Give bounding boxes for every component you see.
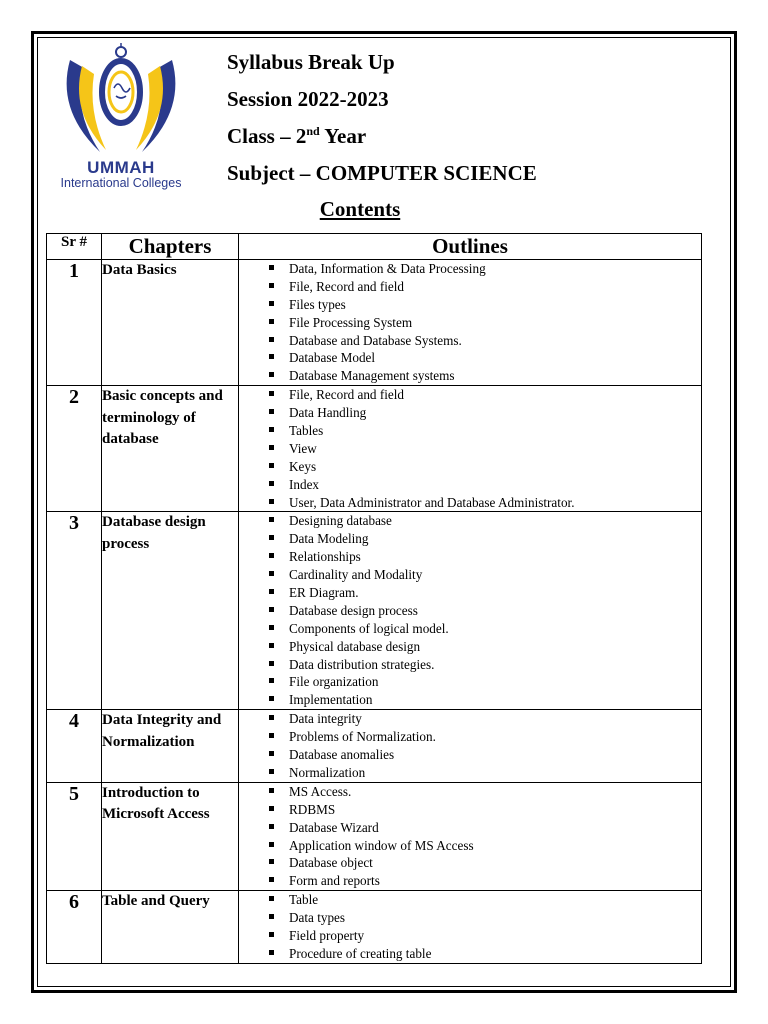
square-bullet-icon: [269, 896, 274, 901]
list-item: [239, 764, 701, 782]
outline-text: File, Record and field: [289, 278, 404, 294]
list-item: [239, 819, 701, 837]
list-item: [239, 872, 701, 890]
chapter-outlines: [239, 891, 702, 964]
square-bullet-icon: [269, 283, 274, 288]
outline-text: File, Record and field: [289, 387, 404, 403]
crescent-emblem-icon: [62, 40, 180, 160]
class-superscript: nd: [306, 124, 320, 138]
list-item: [239, 945, 701, 963]
outline-text: Table: [289, 892, 319, 908]
chapter-title: Introduction to Microsoft Access: [102, 782, 239, 890]
outline-text: Index: [289, 476, 320, 492]
square-bullet-icon: [269, 445, 274, 450]
square-bullet-icon: [269, 409, 274, 414]
header-sr: Sr #: [47, 234, 102, 260]
outline-text: Physical database design: [289, 638, 421, 654]
list-item: [239, 783, 701, 801]
outline-text: Cardinality and Modality: [289, 567, 423, 583]
list-item: [239, 404, 701, 422]
outline-text: Form and reports: [289, 873, 380, 889]
chapter-number: 4: [47, 710, 102, 783]
table-row: [47, 386, 702, 512]
list-item: [239, 691, 701, 709]
outline-list: [239, 891, 701, 963]
chapter-outlines: [239, 710, 702, 783]
table-header-row: [47, 234, 702, 260]
square-bullet-icon: [269, 661, 274, 666]
list-item: [239, 891, 701, 909]
outline-list: [239, 710, 701, 782]
square-bullet-icon: [269, 769, 274, 774]
outline-text: Field property: [289, 927, 365, 943]
square-bullet-icon: [269, 715, 274, 720]
chapter-title: Data Basics: [102, 260, 239, 386]
list-item: [239, 673, 701, 691]
square-bullet-icon: [269, 319, 274, 324]
chapter-outlines: [239, 386, 702, 512]
outline-text: RDBMS: [289, 801, 336, 817]
square-bullet-icon: [269, 354, 274, 359]
list-item: [239, 422, 701, 440]
outline-text: Data types: [289, 910, 346, 926]
chapter-number: 1: [47, 260, 102, 386]
chapter-outlines: [239, 782, 702, 890]
table-row: [47, 710, 702, 783]
list-item: [239, 296, 701, 314]
square-bullet-icon: [269, 427, 274, 432]
list-item: [239, 349, 701, 367]
outline-text: Database anomalies: [289, 747, 395, 763]
square-bullet-icon: [269, 589, 274, 594]
square-bullet-icon: [269, 499, 274, 504]
chapter-title: Data Integrity and Normalization: [102, 710, 239, 783]
outline-text: Problems of Normalization.: [289, 729, 436, 745]
list-item: [239, 620, 701, 638]
list-item: [239, 566, 701, 584]
square-bullet-icon: [269, 950, 274, 955]
list-item: [239, 837, 701, 855]
list-item: [239, 512, 701, 530]
chapter-number: 2: [47, 386, 102, 512]
outline-text: Relationships: [289, 549, 361, 565]
list-item: [239, 728, 701, 746]
list-item: [239, 602, 701, 620]
list-item: [239, 476, 701, 494]
square-bullet-icon: [269, 265, 274, 270]
list-item: [239, 440, 701, 458]
outline-text: Data, Information & Data Processing: [289, 261, 486, 276]
outline-list: [239, 783, 701, 890]
chapter-title: Table and Query: [102, 891, 239, 964]
outline-text: Implementation: [289, 692, 373, 708]
outline-text: Tables: [289, 423, 324, 439]
list-item: [239, 801, 701, 819]
square-bullet-icon: [269, 696, 274, 701]
outline-text: Database design process: [289, 602, 418, 618]
chapter-number: 3: [47, 512, 102, 710]
table-row: [47, 512, 702, 710]
outline-text: Data distribution strategies.: [289, 656, 435, 672]
chapter-title: Basic concepts and terminology of database: [102, 386, 239, 512]
square-bullet-icon: [269, 463, 274, 468]
list-item: [239, 314, 701, 332]
header-chapters: Chapters: [102, 234, 239, 260]
chapter-number: 6: [47, 891, 102, 964]
outline-text: Database object: [289, 855, 373, 871]
square-bullet-icon: [269, 372, 274, 377]
list-item: [239, 638, 701, 656]
logo-subtitle: International Colleges: [60, 176, 182, 190]
square-bullet-icon: [269, 391, 274, 396]
list-item: [239, 367, 701, 385]
outline-text: Components of logical model.: [289, 620, 449, 636]
square-bullet-icon: [269, 806, 274, 811]
chapter-number: 5: [47, 782, 102, 890]
list-item: [239, 458, 701, 476]
list-item: [239, 386, 701, 404]
list-item: [239, 710, 701, 728]
class-line: [227, 124, 366, 148]
table-row: [47, 891, 702, 964]
list-item: [239, 494, 701, 512]
chapter-outlines: [239, 512, 702, 710]
logo-name: UMMAH: [87, 158, 155, 177]
square-bullet-icon: [269, 914, 274, 919]
square-bullet-icon: [269, 824, 274, 829]
outline-text: ER Diagram.: [289, 585, 359, 601]
square-bullet-icon: [269, 517, 274, 522]
square-bullet-icon: [269, 751, 274, 756]
square-bullet-icon: [269, 733, 274, 738]
list-item: [239, 909, 701, 927]
outline-text: Normalization: [289, 764, 366, 780]
list-item: [239, 656, 701, 674]
outline-text: Application window of MS Access: [289, 837, 474, 853]
outline-list: [239, 260, 701, 385]
square-bullet-icon: [269, 643, 274, 648]
syllabus-table: [46, 233, 702, 964]
square-bullet-icon: [269, 301, 274, 306]
subject-line: Subject – COMPUTER SCIENCE: [227, 161, 537, 185]
square-bullet-icon: [269, 571, 274, 576]
outline-text: File organization: [289, 674, 379, 690]
square-bullet-icon: [269, 788, 274, 793]
outline-text: Database Management systems: [289, 368, 455, 384]
table-row: [47, 782, 702, 890]
outline-text: Database Model: [289, 350, 376, 366]
chapter-outlines: [239, 260, 702, 386]
outline-text: View: [289, 440, 317, 456]
outline-list: [239, 512, 701, 709]
square-bullet-icon: [269, 877, 274, 882]
list-item: [239, 854, 701, 872]
class-suffix: Year: [319, 124, 367, 148]
contents-heading: Contents: [319, 197, 401, 221]
college-logo: [46, 40, 196, 190]
outline-text: Database and Database Systems.: [289, 332, 462, 348]
list-item: [239, 332, 701, 350]
square-bullet-icon: [269, 553, 274, 558]
list-item: [239, 548, 701, 566]
outline-text: Keys: [289, 458, 317, 474]
list-item: [239, 927, 701, 945]
table-row: [47, 260, 702, 386]
outline-text: File Processing System: [289, 314, 413, 330]
outline-text: Data integrity: [289, 711, 362, 727]
square-bullet-icon: [269, 932, 274, 937]
list-item: [239, 746, 701, 764]
list-item: [239, 584, 701, 602]
outline-text: Files types: [289, 296, 346, 312]
square-bullet-icon: [269, 625, 274, 630]
square-bullet-icon: [269, 678, 274, 683]
outline-text: Data Handling: [289, 405, 367, 421]
outline-text: Procedure of creating table: [289, 945, 432, 961]
outline-text: Data Modeling: [289, 531, 369, 547]
chapter-title: Database design process: [102, 512, 239, 710]
square-bullet-icon: [269, 337, 274, 342]
class-prefix: Class – 2: [227, 124, 307, 148]
square-bullet-icon: [269, 607, 274, 612]
outline-text: User, Data Administrator and Database Administrator.: [289, 494, 575, 510]
outline-text: Database Wizard: [289, 819, 379, 835]
square-bullet-icon: [269, 859, 274, 864]
outline-text: MS Access.: [289, 783, 352, 799]
session-line: Session 2022-2023: [227, 87, 389, 111]
square-bullet-icon: [269, 481, 274, 486]
list-item: [239, 260, 701, 278]
square-bullet-icon: [269, 842, 274, 847]
doc-title: Syllabus Break Up: [227, 50, 395, 74]
list-item: [239, 278, 701, 296]
header-outlines: Outlines: [239, 234, 702, 260]
outline-list: [239, 386, 701, 511]
list-item: [239, 530, 701, 548]
outline-text: Designing database: [289, 513, 392, 529]
square-bullet-icon: [269, 535, 274, 540]
